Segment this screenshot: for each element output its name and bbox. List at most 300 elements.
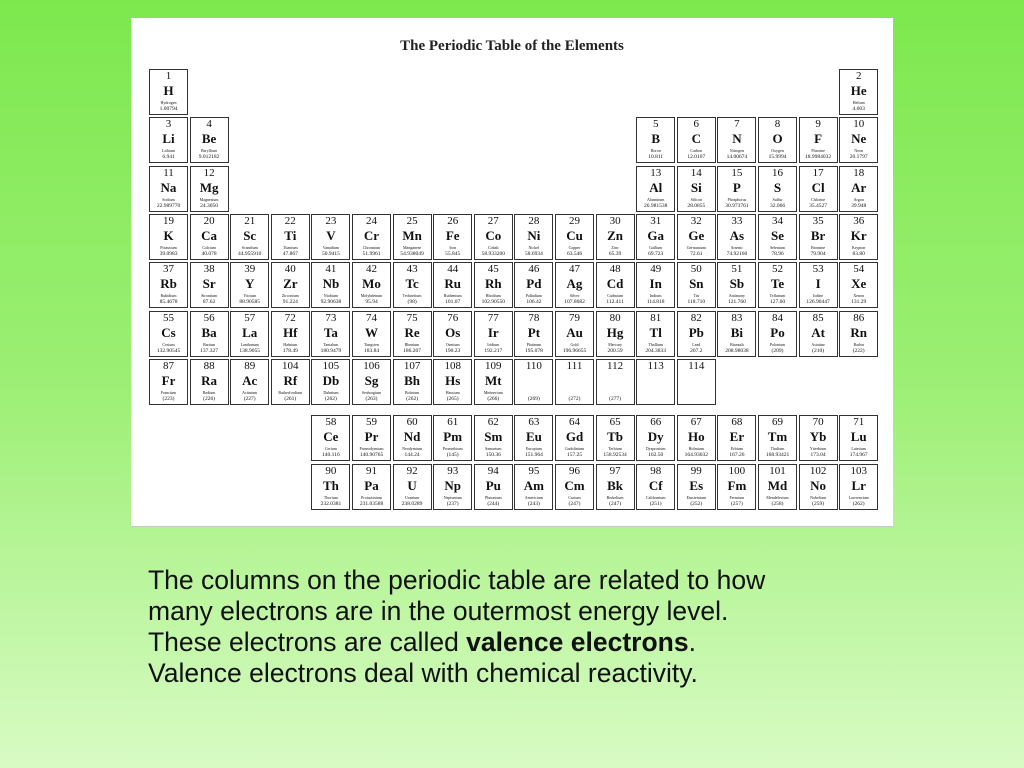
element-mass: 150.36: [485, 452, 501, 458]
element-cell: [474, 415, 513, 461]
element-cell: [190, 359, 229, 405]
element-mass: (257): [730, 500, 743, 507]
element-number: 56: [203, 311, 215, 324]
element-cell: [271, 262, 310, 308]
element-symbol: Li: [162, 131, 175, 147]
element-name: Sulfur: [772, 196, 783, 202]
element-cell: [149, 359, 188, 405]
element-cell: [271, 214, 310, 260]
element-mass: 158.92534: [603, 452, 627, 458]
element-symbol: Cs: [161, 324, 176, 340]
element-number: 67: [690, 416, 702, 428]
element-mass: 39.0983: [159, 250, 178, 257]
element-symbol: W: [365, 324, 378, 340]
element-name: Lanthanum: [240, 341, 259, 347]
element-symbol: Cd: [606, 276, 624, 292]
element-name: Carbon: [690, 148, 703, 154]
element-number: 89: [244, 359, 256, 372]
element-cell: [758, 214, 797, 260]
element-symbol: Mg: [199, 179, 219, 195]
element-name: Strontium: [201, 293, 218, 299]
element-cell: [799, 166, 838, 212]
element-cell: [839, 464, 878, 510]
element-mass: (98): [407, 299, 417, 306]
element-mass: 54.938049: [400, 250, 424, 257]
element-name: Zirconium: [281, 293, 299, 299]
element-number: 60: [406, 416, 418, 428]
element-name: Copper: [568, 244, 581, 250]
element-cell: [393, 214, 432, 260]
element-name: Iridium: [487, 341, 500, 347]
element-symbol: Ca: [201, 227, 218, 243]
element-mass: 20.1797: [849, 154, 868, 161]
element-number: 38: [203, 263, 215, 276]
element-symbol: Cu: [566, 227, 583, 243]
element-name: Chlorine: [811, 196, 826, 202]
element-mass: 30.973761: [725, 202, 749, 209]
element-symbol: Tm: [767, 429, 788, 444]
element-mass: 140.116: [322, 452, 340, 458]
element-mass: 14.00674: [726, 154, 748, 161]
element-name: Bismuth: [730, 341, 744, 347]
element-cell: [433, 415, 472, 461]
element-number: 22: [284, 214, 296, 227]
element-cell: [555, 359, 594, 405]
element-mass: 87.62: [202, 299, 216, 306]
element-mass: (223): [162, 395, 175, 402]
element-number: 73: [325, 311, 337, 324]
element-mass: 1.00794: [159, 106, 178, 112]
element-name: Potassium: [160, 244, 177, 250]
element-cell: [190, 166, 229, 212]
element-number: 74: [366, 311, 377, 324]
element-cell: [474, 464, 513, 510]
element-number: 65: [609, 416, 621, 428]
element-number: 57: [244, 311, 256, 324]
element-name: Magnesium: [199, 196, 219, 202]
element-symbol: Rh: [484, 276, 502, 292]
element-name: Protactinium: [361, 494, 382, 500]
element-number: 53: [812, 263, 824, 276]
element-cell: [190, 214, 229, 260]
element-cell: [474, 262, 513, 308]
element-name: Mendelevium: [766, 494, 789, 500]
element-name: Argon: [853, 196, 864, 202]
element-mass: 39.948: [851, 202, 867, 209]
element-number: 34: [772, 214, 783, 227]
element-symbol: Yb: [809, 429, 827, 444]
element-number: 46: [528, 263, 540, 276]
element-cell: [839, 415, 878, 461]
element-mass: 9.012182: [198, 154, 220, 161]
element-cell: [677, 464, 716, 510]
element-cell: [636, 415, 675, 461]
element-symbol: Fr: [161, 372, 176, 388]
element-cell: [149, 262, 188, 308]
element-name: Hydrogen: [160, 100, 177, 105]
element-cell: [311, 464, 350, 510]
element-cell: [839, 262, 878, 308]
element-number: 109: [485, 359, 502, 372]
element-name: Dubnium: [323, 389, 339, 395]
element-cell: [311, 262, 350, 308]
element-mass: (247): [609, 500, 622, 507]
element-symbol: Xe: [851, 276, 867, 292]
element-cell: [636, 464, 675, 510]
element-number: 76: [447, 311, 459, 324]
element-number: 29: [569, 214, 580, 227]
element-name: Holmium: [688, 446, 704, 451]
element-mass: 186.207: [403, 347, 422, 354]
element-cell: [555, 214, 594, 260]
element-cell: [352, 311, 391, 357]
element-mass: 168.93421: [765, 452, 790, 458]
element-mass: 44.955910: [238, 250, 262, 257]
element-mass: 164.93032: [684, 452, 708, 458]
caption-line-2: many electrons are in the outermost energy level.: [148, 596, 729, 626]
element-mass: 112.411: [606, 299, 624, 306]
element-name: Silver: [569, 293, 580, 299]
element-number: 48: [609, 263, 621, 276]
element-cell: [677, 311, 716, 357]
element-mass: (222): [852, 347, 865, 354]
element-number: 110: [525, 359, 542, 372]
element-name: Rubidium: [160, 293, 177, 299]
element-name: Beryllium: [200, 148, 218, 154]
element-cell: [758, 464, 797, 510]
element-name: Scandium: [241, 244, 258, 250]
caption-line-3-suffix: .: [688, 627, 696, 657]
element-name: Ytterbium: [809, 446, 827, 451]
element-name: Samarium: [485, 446, 502, 451]
element-name: Curium: [568, 494, 581, 500]
element-mass: (243): [527, 500, 540, 507]
element-cell: [758, 311, 797, 357]
element-number: 92: [406, 464, 418, 477]
element-cell: [636, 166, 675, 212]
element-mass: 114.818: [646, 299, 665, 306]
element-number: 82: [690, 311, 702, 324]
element-cell: [352, 464, 391, 510]
element-cell: [636, 117, 675, 163]
element-symbol: Si: [690, 179, 702, 195]
element-cell: [149, 311, 188, 357]
element-cell: [271, 359, 310, 405]
element-symbol: Br: [810, 227, 826, 243]
element-mass: (262): [406, 395, 419, 402]
element-name: Ruthenium: [443, 293, 462, 299]
element-name: Lawrencium: [848, 494, 869, 500]
element-mass: 15.9994: [768, 154, 787, 161]
element-name: Polonium: [769, 341, 786, 347]
element-number: 37: [163, 263, 174, 276]
element-cell: [758, 117, 797, 163]
element-symbol: Sr: [202, 276, 216, 292]
element-name: Arsenic: [730, 244, 744, 250]
element-symbol: Tl: [649, 324, 662, 340]
element-cell: [717, 117, 756, 163]
element-number: 9: [815, 118, 821, 131]
element-symbol: Nd: [403, 429, 421, 444]
element-number: 16: [772, 166, 783, 179]
element-name: Lithium: [162, 148, 175, 154]
element-number: 102: [809, 464, 827, 477]
element-name: Neon: [854, 148, 864, 154]
element-cell: [230, 214, 269, 260]
element-mass: 173.04: [810, 452, 826, 458]
element-mass: (266): [487, 395, 500, 402]
element-mass: 6.941: [162, 154, 175, 161]
element-cell: [393, 415, 432, 461]
element-name: Cadmium: [607, 293, 623, 299]
element-symbol: Zr: [283, 276, 298, 292]
element-symbol: Er: [729, 429, 745, 444]
element-mass: 231.03588: [359, 500, 384, 507]
element-number: 26: [447, 214, 459, 227]
element-mass: 180.9479: [320, 347, 342, 354]
element-symbol: Db: [322, 372, 340, 388]
element-number: 79: [569, 311, 580, 324]
element-mass: (252): [690, 500, 703, 507]
element-name: Hafnium: [283, 341, 298, 347]
element-number: 61: [447, 416, 459, 428]
element-mass: 138.9055: [239, 347, 260, 354]
element-name: Cesium: [162, 341, 175, 347]
element-name: Cerium: [324, 446, 337, 451]
element-mass: 12.0107: [687, 154, 706, 161]
element-number: 21: [244, 214, 256, 227]
element-number: 78: [528, 311, 540, 324]
element-symbol: Ho: [687, 429, 705, 444]
element-name: Indium: [649, 293, 662, 299]
element-mass: (262): [324, 395, 337, 402]
element-cell: [636, 359, 675, 405]
element-cell: [839, 69, 878, 115]
element-number: 47: [569, 263, 580, 276]
element-number: 88: [203, 359, 215, 372]
element-cell: [758, 262, 797, 308]
element-mass: 127.60: [769, 299, 786, 306]
element-name: Molybdenum: [360, 293, 383, 299]
element-name: Seaborgium: [361, 389, 382, 395]
element-symbol: Cr: [363, 227, 380, 243]
element-name: Germanium: [686, 244, 706, 250]
element-name: Tungsten: [364, 341, 379, 347]
element-mass: 51.9961: [362, 250, 381, 257]
element-cell: [352, 359, 391, 405]
element-name: Radon: [853, 341, 864, 347]
element-name: Krypton: [852, 244, 866, 250]
element-number: 59: [366, 416, 377, 428]
element-cell: [190, 117, 229, 163]
element-symbol: Bh: [404, 372, 421, 388]
element-number: 27: [487, 214, 499, 227]
element-mass: 121.760: [727, 299, 746, 306]
element-mass: (261): [284, 395, 297, 402]
element-cell: [433, 464, 472, 510]
element-mass: (145): [446, 452, 459, 458]
element-cell: [636, 311, 675, 357]
element-name: Titanium: [283, 244, 298, 250]
element-name: Palladium: [525, 293, 542, 299]
element-number: 28: [528, 214, 540, 227]
element-name: Fermium: [729, 494, 745, 500]
element-symbol: Md: [767, 477, 788, 493]
element-mass: 47.867: [282, 250, 298, 257]
element-cell: [514, 262, 553, 308]
element-number: 87: [163, 359, 174, 372]
element-number: 58: [325, 416, 337, 428]
element-mass: 22.989770: [156, 202, 181, 209]
element-mass: 101.07: [445, 299, 461, 306]
element-name: Francium: [160, 389, 177, 395]
element-name: Platinum: [526, 341, 542, 347]
element-mass: 207.2: [690, 347, 703, 354]
element-name: Oxygen: [771, 148, 784, 154]
element-name: Yttrium: [243, 293, 257, 299]
element-symbol: Pr: [364, 429, 379, 444]
element-cell: [596, 359, 635, 405]
element-number: 71: [853, 416, 865, 428]
element-number: 91: [366, 464, 377, 477]
element-name: Thorium: [323, 494, 338, 500]
slide-caption: [148, 565, 968, 689]
element-name: Mercury: [608, 341, 622, 347]
element-symbol: Al: [649, 179, 663, 195]
element-mass: 79.904: [810, 250, 826, 257]
element-symbol: Zn: [607, 227, 624, 243]
element-number: 4: [206, 118, 212, 131]
element-mass: 24.3050: [200, 202, 219, 209]
element-name: Plutonium: [484, 494, 502, 500]
element-symbol: Lr: [851, 477, 866, 493]
element-symbol: Ra: [201, 372, 218, 388]
element-symbol: Be: [201, 131, 217, 147]
element-cell: [799, 415, 838, 461]
element-mass: 183.84: [363, 347, 380, 354]
element-name: Dysprosium: [645, 446, 666, 451]
element-cell: [393, 262, 432, 308]
element-number: 43: [406, 263, 418, 276]
element-number: 83: [731, 311, 743, 324]
element-mass: 91.224: [282, 299, 298, 306]
element-mass: 174.967: [849, 452, 868, 458]
element-symbol: Ce: [323, 429, 339, 444]
element-symbol: Ba: [201, 324, 217, 340]
element-mass: 204.3833: [645, 347, 666, 354]
element-cell: [311, 359, 350, 405]
periodic-table-title: The Periodic Table of the Elements: [400, 38, 624, 54]
element-name: Berkelium: [606, 494, 624, 500]
element-mass: 4.003: [852, 106, 865, 112]
element-number: 94: [487, 464, 499, 477]
element-name: Sodium: [162, 196, 175, 202]
element-symbol: Gd: [565, 429, 584, 444]
element-symbol: La: [242, 324, 258, 340]
element-name: Bromine: [811, 244, 826, 250]
element-mass: 140.90765: [359, 452, 384, 458]
element-name: Bohrium: [404, 389, 420, 395]
element-number: 63: [528, 416, 540, 428]
element-name: Osmium: [445, 341, 460, 347]
element-number: 39: [244, 263, 256, 276]
element-cell: [311, 415, 350, 461]
element-mass: 78.96: [771, 250, 784, 257]
element-cell: [474, 214, 513, 260]
element-symbol: C: [691, 131, 701, 147]
element-cell: [514, 464, 553, 510]
element-name: Antimony: [728, 293, 745, 299]
element-name: Terbium: [608, 446, 622, 451]
element-symbol: Np: [444, 477, 461, 493]
element-symbol: Sb: [729, 276, 745, 292]
element-number: 86: [853, 311, 865, 324]
element-number: 45: [487, 263, 499, 276]
element-number: 44: [447, 263, 459, 276]
element-number: 19: [163, 214, 174, 227]
element-number: 1: [165, 70, 172, 82]
element-name: Rutherfordium: [278, 389, 303, 395]
element-cell: [717, 311, 756, 357]
element-mass: 85.4678: [159, 299, 178, 306]
element-cell: [677, 262, 716, 308]
element-number: 90: [325, 464, 337, 477]
element-number: 30: [609, 214, 621, 227]
element-number: 2: [855, 70, 862, 82]
element-number: 13: [650, 166, 662, 179]
element-mass: 88.90585: [239, 299, 260, 306]
element-mass: (259): [812, 500, 825, 507]
element-symbol: Hf: [283, 324, 298, 340]
element-cell: [636, 214, 675, 260]
element-name: Gold: [570, 341, 579, 347]
element-number: 97: [609, 464, 621, 477]
element-cell: [839, 117, 878, 163]
element-cell: [677, 166, 716, 212]
element-mass: 106.42: [526, 299, 542, 306]
element-name: Cobalt: [487, 244, 499, 250]
element-symbol: Es: [689, 477, 704, 493]
element-cell: [393, 464, 432, 510]
caption-line-3-prefix: These electrons are called: [148, 627, 467, 657]
element-number: 50: [690, 263, 702, 276]
element-cell: [596, 214, 635, 260]
element-cell: [514, 214, 553, 260]
element-cell: [677, 359, 716, 405]
element-mass: 208.98038: [725, 347, 749, 354]
element-symbol: Rb: [160, 276, 177, 292]
element-number: 111: [566, 359, 583, 372]
element-symbol: Tb: [607, 429, 624, 444]
element-number: 105: [322, 359, 340, 372]
element-cell: [636, 262, 675, 308]
element-name: Hassium: [445, 389, 460, 395]
element-mass: 200.59: [607, 347, 623, 354]
element-number: 14: [690, 166, 702, 179]
element-symbol: Lu: [850, 429, 867, 444]
element-name: Uranium: [404, 494, 420, 500]
element-name: Phosphorus: [727, 196, 747, 202]
element-cell: [717, 262, 756, 308]
element-symbol: Mn: [402, 227, 422, 243]
caption-line-3: [148, 627, 968, 658]
element-symbol: Cl: [811, 179, 825, 195]
element-symbol: I: [815, 276, 821, 292]
element-symbol: No: [810, 477, 827, 493]
element-symbol: Ga: [647, 227, 664, 243]
element-symbol: Ti: [284, 227, 297, 243]
element-number: 69: [772, 416, 783, 428]
